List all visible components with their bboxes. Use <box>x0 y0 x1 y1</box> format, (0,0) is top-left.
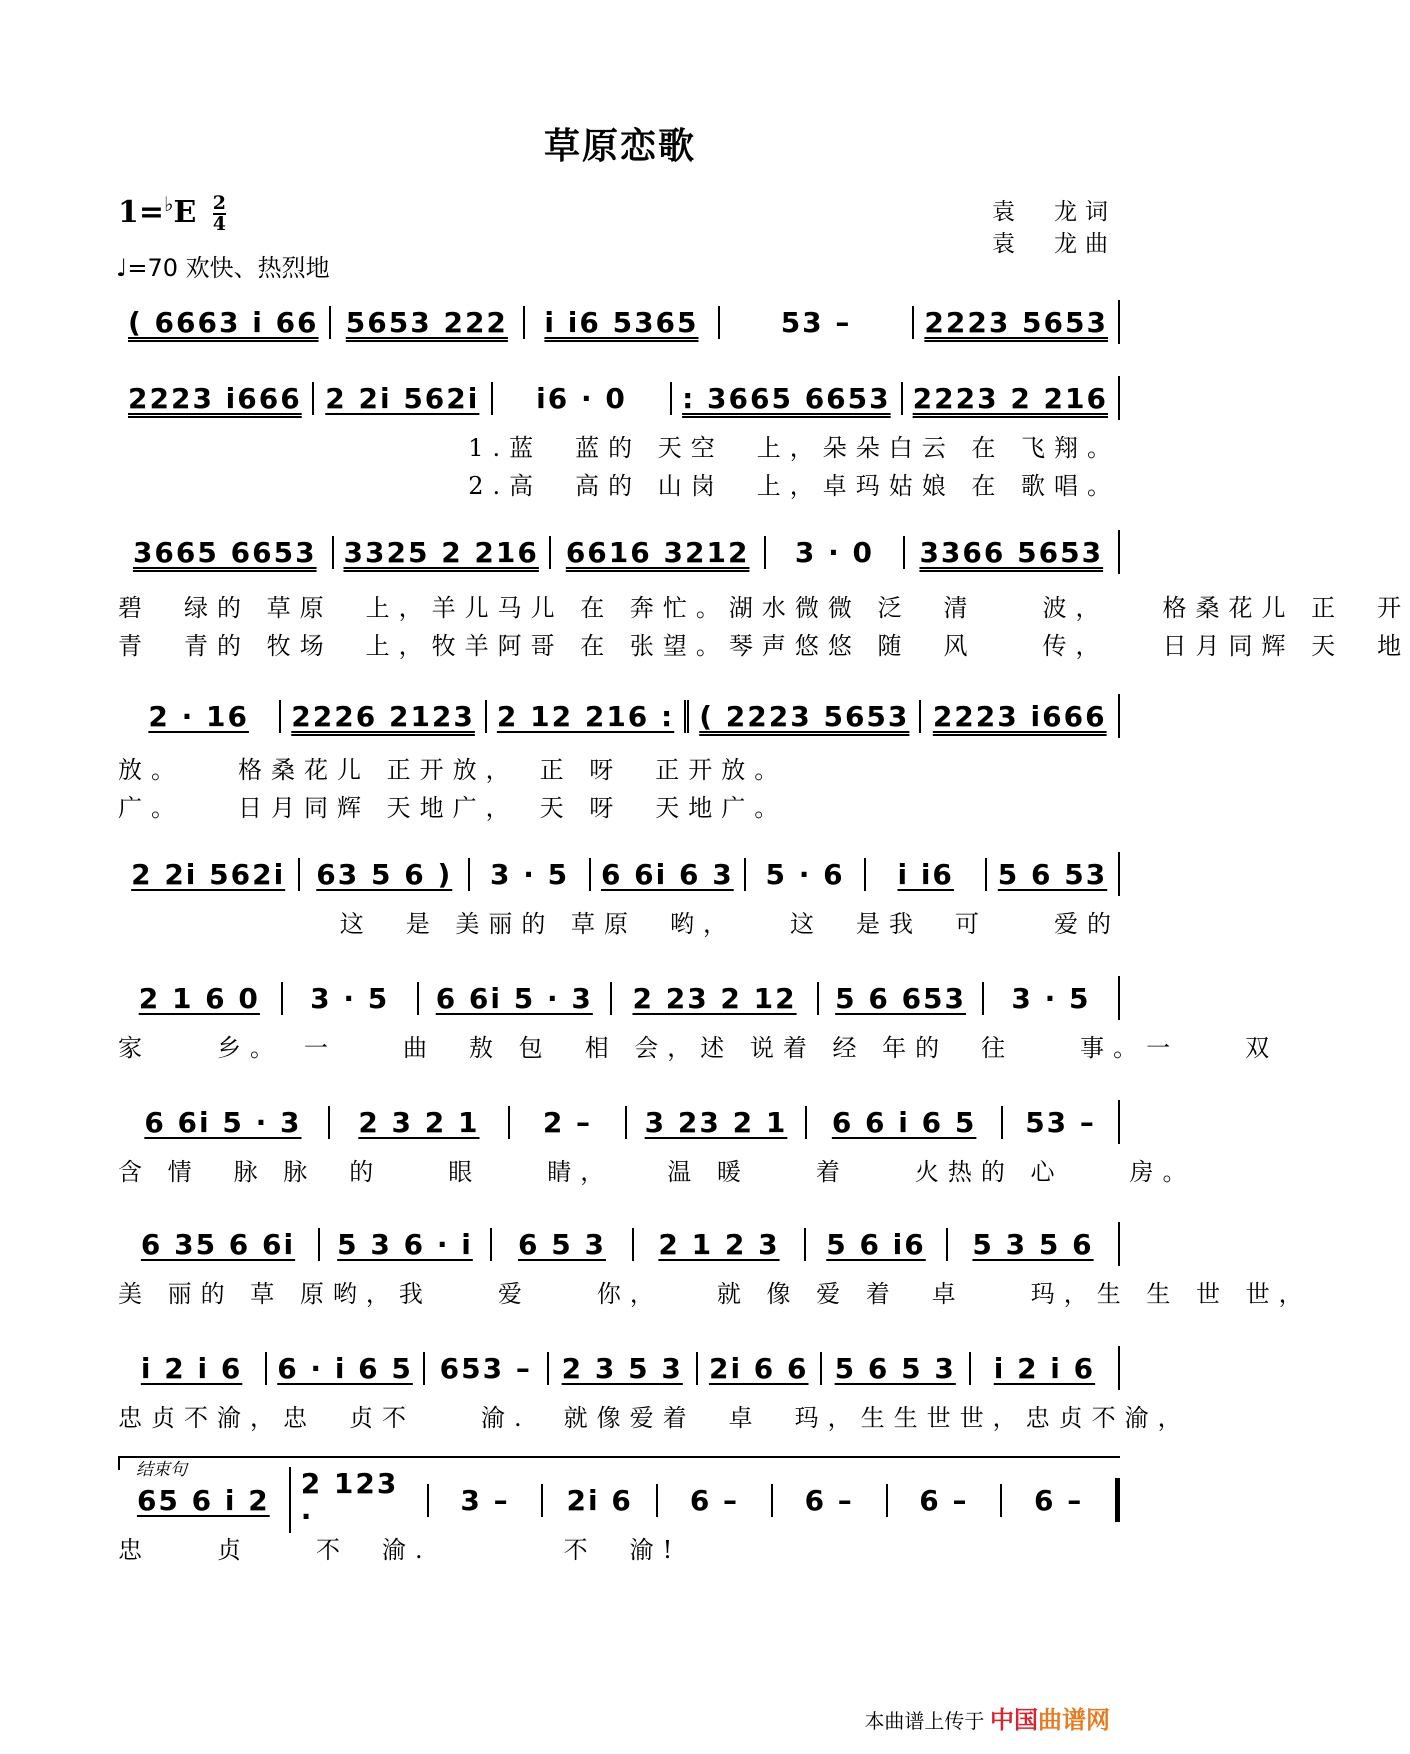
measure <box>417 982 610 1015</box>
measure-notes: i i6 5365 <box>544 305 699 339</box>
measure <box>670 382 901 415</box>
site-logo-b: 曲谱网 <box>1038 1707 1110 1734</box>
measure <box>118 1484 289 1517</box>
key-signature <box>118 192 226 234</box>
measure <box>281 982 417 1015</box>
measure <box>886 1484 1001 1517</box>
measure-notes: 2 1 6 0 <box>138 981 260 1015</box>
measure <box>490 1228 632 1261</box>
measure-notes: 5653 222 <box>345 305 508 339</box>
measure-notes: 6 35 6 6i <box>140 1227 296 1261</box>
measure-notes: 5 6 53 <box>997 857 1108 891</box>
measure-notes: 3 23 2 1 <box>644 1105 788 1139</box>
measure-notes: 5 3 5 6 <box>972 1227 1094 1261</box>
measure <box>625 1106 805 1139</box>
measure <box>817 982 982 1015</box>
measure <box>903 536 1119 569</box>
measure <box>632 1228 804 1261</box>
measure-notes: 3 · 5 <box>1011 981 1091 1015</box>
measure-notes: 2 23 2 12 <box>632 981 797 1015</box>
measure <box>118 1106 328 1139</box>
lyric-line-verse-2: 2.高 高的 山岗 上，卓玛姑娘 在 歌唱。 <box>468 472 1120 500</box>
measure <box>946 1228 1118 1261</box>
measure <box>118 858 298 891</box>
measure <box>265 1352 423 1385</box>
time-top: 2 <box>212 192 227 214</box>
measure-notes: 53 – <box>780 305 852 339</box>
measure <box>912 306 1118 339</box>
quarter-note-icon: ♩ <box>116 254 128 282</box>
staff-line <box>118 1346 1120 1390</box>
footer-text: 本曲谱上传于 <box>864 1711 985 1733</box>
credits <box>992 196 1116 260</box>
measure-notes: 6 – <box>919 1483 969 1517</box>
measure <box>547 1352 696 1385</box>
measure-notes: 2 1 2 3 <box>658 1227 780 1261</box>
measure-notes: 2 2i 562i <box>325 381 480 415</box>
measure-notes: 6 – <box>689 1483 740 1517</box>
measure <box>820 1352 969 1385</box>
measure-notes: 6 6i 5 · 3 <box>144 1105 302 1139</box>
measure-notes: 5 6 i6 <box>826 1227 926 1261</box>
measure <box>1000 1484 1115 1517</box>
measure-notes: 2 3 2 1 <box>358 1105 480 1139</box>
measure-notes: 65 6 i 2 <box>136 1483 270 1517</box>
staff-line <box>118 694 1120 738</box>
measure <box>118 306 329 339</box>
measure <box>985 858 1118 891</box>
measure <box>610 982 817 1015</box>
measure-notes: 2i 6 6 <box>708 1351 809 1385</box>
composer-credit: 袁 龙曲 <box>992 231 1116 257</box>
measure <box>982 982 1118 1015</box>
staff-line <box>118 300 1120 344</box>
lyric-line: 家 乡。 一 曲 敖 包 相 会，述 说着 经 年的 往 事。一 双 <box>118 1034 1279 1062</box>
measure-notes: 53 – <box>1025 1105 1096 1139</box>
measure-notes: 2223 i666 <box>932 699 1107 733</box>
measure-notes: 2 2i 562i <box>131 857 286 891</box>
measure-notes: 2 3 5 3 <box>561 1351 683 1385</box>
measure-notes: 6 6i 5 · 3 <box>435 981 593 1015</box>
measure-notes: i 2 i 6 <box>140 1351 243 1385</box>
measure-notes: i6 · 0 <box>536 381 627 415</box>
measure-notes: 3 · 5 <box>490 857 570 891</box>
lyric-line-verse-1: 1.蓝 蓝的 天空 上，朵朵白云 在 飞翔。 <box>468 434 1120 462</box>
measure <box>118 1228 318 1261</box>
measure <box>491 382 670 415</box>
measure-notes: 653 – <box>439 1351 532 1385</box>
measure <box>771 1484 886 1517</box>
measure-notes: 2223 5653 <box>924 305 1108 339</box>
measure-notes: 2223 i666 <box>128 381 302 415</box>
measure-notes: ( 2223 5653 <box>699 699 910 733</box>
measure <box>508 1106 625 1139</box>
measure <box>329 306 524 339</box>
staff-line <box>118 1100 1120 1144</box>
measure-notes: 3 · 0 <box>794 535 874 569</box>
tempo-marking <box>116 248 330 283</box>
lyric-line: 忠 贞 不 渝. 不 渝! <box>118 1536 682 1564</box>
measure <box>118 1352 265 1385</box>
time-bottom: 4 <box>212 213 227 235</box>
measure-notes: 2226 2123 <box>291 699 475 733</box>
measure-notes: 6 6 i 6 5 <box>831 1105 977 1139</box>
measure <box>332 536 549 569</box>
measure <box>118 982 281 1015</box>
measure <box>684 700 919 733</box>
lyric-line-verse-2: 青 青的 牧场 上，牧羊阿哥 在 张望。琴声悠悠 随 风 传， 日月同辉 天 地 <box>118 632 1410 660</box>
measure-notes: 6 6i 6 3 <box>600 857 734 891</box>
measure <box>289 1467 427 1533</box>
measure-notes: 2 – <box>542 1105 593 1139</box>
measure-notes: 3325 2 216 <box>343 535 539 569</box>
measure-notes: 2i 6 <box>566 1483 633 1517</box>
measure-notes: : 3665 6653 <box>682 381 891 415</box>
measure <box>864 858 985 891</box>
measure <box>118 536 332 569</box>
measure-notes: 3366 5653 <box>919 535 1104 569</box>
measure-notes: 3 · 5 <box>310 981 390 1015</box>
measure <box>118 700 279 733</box>
measure-notes: 2 · 16 <box>148 699 249 733</box>
measure-notes: i 2 i 6 <box>993 1351 1096 1385</box>
measure-notes: 2223 2 216 <box>912 381 1108 415</box>
measure <box>804 1228 946 1261</box>
song-title: 草原恋歌 <box>543 125 696 167</box>
staff-line <box>118 530 1120 574</box>
measure <box>919 700 1118 733</box>
measure-notes: 6 5 3 <box>518 1227 606 1261</box>
measure <box>118 382 312 415</box>
measure <box>423 1352 547 1385</box>
footer-watermark <box>864 1700 1110 1735</box>
measure-notes: 2 123 · <box>300 1467 399 1533</box>
ending-bracket <box>118 1456 1120 1470</box>
measure-notes: 5 6 653 <box>835 981 967 1015</box>
flat-sign: ♭ <box>164 192 174 216</box>
measure <box>279 700 485 733</box>
lyric-line-verse-1: 放。 格桑花儿 正开放， 正 呀 正开放。 <box>118 756 788 784</box>
measure <box>468 858 589 891</box>
site-logo-a: 中国 <box>990 1707 1038 1734</box>
measure <box>298 858 468 891</box>
measure <box>969 1352 1118 1385</box>
measure-notes: 6 – <box>1034 1483 1084 1517</box>
lyricist-credit: 袁 龙词 <box>992 199 1116 225</box>
measure <box>523 306 718 339</box>
measure-notes: 63 5 6 ) <box>316 857 453 891</box>
measure <box>328 1106 508 1139</box>
lyric-line-verse-2: 广。 日月同辉 天地广， 天 呀 天地广。 <box>118 794 788 822</box>
measure-notes: 5 3 6 · i <box>337 1227 473 1261</box>
measure-notes: 2 12 216 : <box>496 699 675 733</box>
measure <box>901 382 1118 415</box>
measure <box>764 536 902 569</box>
measure <box>549 536 765 569</box>
key-prefix: 1= <box>118 195 165 230</box>
measure-notes: 6616 3212 <box>565 535 750 569</box>
key-tonic: E <box>173 195 197 230</box>
measure <box>318 1228 490 1261</box>
staff-line <box>118 976 1120 1020</box>
measure-notes: 5 6 5 3 <box>834 1351 956 1385</box>
tempo-text: =70 欢快、热烈地 <box>127 254 330 282</box>
measure-notes: 6 · i 6 5 <box>277 1351 413 1385</box>
measure <box>696 1352 820 1385</box>
lyric-line: 美 丽的 草 原哟，我 爱 你， 就 像 爱 着 卓 玛，生 生 世 世， <box>118 1280 1312 1308</box>
measure <box>485 700 684 733</box>
ending-label: 结束句 <box>136 1460 187 1480</box>
measure-notes: ( 6663 i 66 <box>128 305 319 339</box>
measure <box>744 858 865 891</box>
measure <box>589 858 744 891</box>
staff-line <box>118 376 1120 420</box>
measure <box>718 306 913 339</box>
lyric-line: 含 情 脉 脉 的 眼 睛， 温 暖 着 火热的 心 房。 <box>118 1158 1196 1186</box>
lyric-line: 忠贞不渝，忠 贞不 渝. 就像爱着 卓 玛，生生世世，忠贞不渝， <box>118 1404 1191 1432</box>
measure-notes: 5 · 6 <box>765 857 845 891</box>
measure-notes: i i6 <box>897 857 954 891</box>
measure <box>427 1484 542 1517</box>
lyric-line-verse-1: 碧 绿的 草原 上，羊儿马儿 在 奔忙。湖水微微 泛 清 波， 格桑花儿 正 开 <box>118 594 1410 622</box>
measure <box>656 1484 771 1517</box>
measure <box>1001 1106 1118 1139</box>
measure <box>312 382 491 415</box>
measure-notes: 3 – <box>460 1483 510 1517</box>
measure <box>805 1106 1001 1139</box>
measure-notes: 6 – <box>804 1483 854 1517</box>
staff-line <box>118 1222 1120 1266</box>
measure <box>541 1484 656 1517</box>
measure-notes: 3665 6653 <box>132 535 317 569</box>
staff-line <box>118 852 1120 896</box>
lyric-line: 这 是 美丽的 草原 哟， 这 是我 可 爱的 <box>339 910 1120 938</box>
time-signature <box>213 194 226 234</box>
